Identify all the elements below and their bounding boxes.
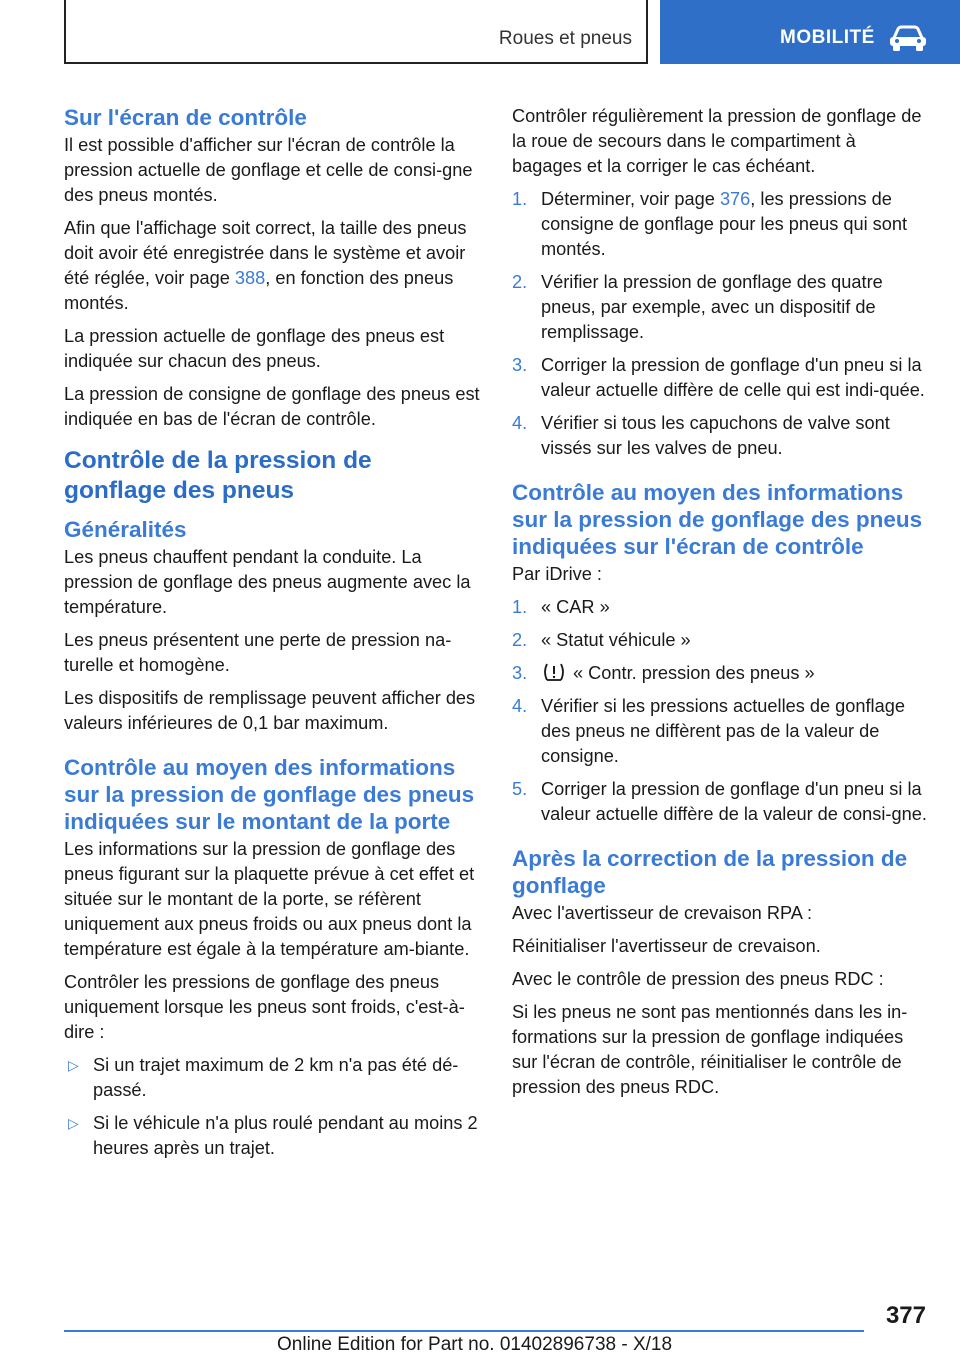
text: Vérifier si les pressions actuelles de gonflage des pneus ne diffèrent pas de la valeur de consigne. (541, 696, 905, 766)
step-number: 1. (512, 597, 528, 617)
chapter-tab (660, 0, 960, 64)
bullet-list (64, 1053, 480, 1161)
menu-path-tire-pressure: « Contr. pression des pneus » (573, 663, 815, 683)
paragraph: Contrôler régulièrement la pression de gonflage de la roue de secours dans le compartiment à bagages et la corriger le cas échéant. (512, 106, 922, 176)
step-number: 3. (512, 663, 528, 683)
list-item (512, 628, 930, 653)
step-number: 1. (512, 189, 528, 209)
step-number: 4. (512, 696, 528, 716)
paragraph: Avec l'avertisseur de crevaison RPA : (512, 903, 812, 923)
paragraph: La pression de consigne de gonflage des pneus est indiquée en bas de l'écran de contrôle. (64, 384, 480, 429)
page-link-376[interactable]: 376 (719, 189, 751, 209)
step-number: 2. (512, 630, 528, 650)
list-item-text: Si un trajet maximum de 2 km n'a pas été dé-passé. (93, 1055, 459, 1100)
list-item (512, 411, 930, 461)
numbered-list (512, 595, 930, 827)
section-title: Roues et pneus (498, 28, 632, 49)
paragraph: La pression actuelle de gonflage des pneus est indiquée sur chacun des pneus. (64, 326, 445, 371)
header-section-box (64, 0, 648, 64)
list-item (512, 187, 930, 262)
list-item (64, 1111, 480, 1161)
list-item (512, 694, 930, 769)
numbered-list (512, 187, 930, 461)
paragraph: Les pneus chauffent pendant la conduite. La pression de gonflage des pneus augmente avec la température. (64, 547, 471, 617)
left-column (64, 104, 480, 1169)
list-item (512, 595, 930, 620)
list-item-text: Si le véhicule n'a plus roulé pendant au moins 2 heures après un trajet. (93, 1113, 478, 1158)
text: Corriger la pression de gonflage d'un pneu si la valeur actuelle diffère de la valeur de consi-gne. (541, 779, 927, 824)
paragraph: Les pneus présentent une perte de pression na-turelle et homogène. (64, 630, 452, 675)
text: Vérifier si tous les capuchons de valve sont vissés sur les valves de pneu. (541, 413, 890, 458)
paragraph: Les informations sur la pression de gonflage des pneus figurant sur la plaquette prévue à cet effet et située sur le montant de la porte, se réfèrent uniquement aux pneus froids ou aux pneus dont la température est égale à la température am-biante. (64, 839, 475, 959)
heading-door-pillar: Contrôle au moyen des informations sur la pression de gonflage des pneus indiquées sur le montant de la porte (64, 755, 475, 834)
text: Afin que l'affichage soit correct, la taille des pneus doit avoir été enregistrée dans le système et avoir été réglée, voir page (64, 218, 467, 288)
chapter-title: MOBILITÉ (780, 27, 875, 48)
text: Corriger la pression de gonflage d'un pneu si la valeur actuelle diffère de celle qui est indi-quée. (541, 355, 925, 400)
text: Vérifier la pression de gonflage des quatre pneus, par exemple, avec un dispositif de remplissage. (541, 272, 883, 342)
paragraph: Les dispositifs de remplissage peuvent afficher des valeurs inférieures de 0,1 bar maximum. (64, 688, 476, 733)
triangle-bullet-icon: ▷ (68, 1057, 79, 1073)
paragraph: Par iDrive : (512, 564, 602, 584)
paragraph: Il est possible d'afficher sur l'écran de contrôle la pression actuelle de gonflage et celle de consi-gne des pneus montés. (64, 135, 473, 205)
paragraph: Réinitialiser l'avertisseur de crevaison. (512, 936, 821, 956)
text: Déterminer, voir page (541, 189, 720, 209)
triangle-bullet-icon: ▷ (68, 1115, 79, 1131)
step-number: 3. (512, 355, 528, 375)
text: , en fonction des pneus montés. (64, 268, 454, 313)
heading-after-correction: Après la correction de la pression de gonflage (512, 846, 908, 898)
paragraph: Avec le contrôle de pression des pneus RDC : (512, 969, 884, 989)
list-item (64, 1053, 480, 1103)
text: , les pressions de consigne de gonflage pour les pneus qui sont montés. (541, 189, 908, 259)
paragraph (64, 216, 480, 316)
list-item (512, 777, 930, 827)
heading-general: Généralités (64, 517, 187, 542)
paragraph: Contrôler les pressions de gonflage des pneus uniquement lorsque les pneus sont froids, c'est-à-dire : (64, 972, 465, 1042)
heading-on-screen: Sur l'écran de contrôle (64, 105, 307, 130)
tire-pressure-warning-icon (541, 661, 567, 683)
car-icon (888, 24, 928, 52)
step-number: 5. (512, 779, 528, 799)
page-number: 377 (885, 1302, 926, 1329)
list-item (512, 353, 930, 403)
page-link-388[interactable]: 388 (234, 268, 266, 288)
footer-divider (64, 1330, 864, 1332)
list-item (512, 270, 930, 345)
footer-edition: Online Edition for Part no. 01402896738 - X/18 (277, 1334, 673, 1355)
paragraph: Si les pneus ne sont pas mentionnés dans les in-formations sur la pression de gonflage indiquées sur l'écran de contrôle, réinitialiser le contrôle de pression des pneus RDC. (512, 1002, 908, 1097)
right-column (512, 104, 930, 1108)
menu-path-vehicle-status: « Statut véhicule » (541, 630, 691, 650)
step-number: 4. (512, 413, 528, 433)
list-item (512, 661, 930, 686)
menu-path-car: « CAR » (541, 597, 610, 617)
heading-screen-info: Contrôle au moyen des informations sur la pression de gonflage des pneus indiquées sur l'écran de contrôle (512, 480, 923, 559)
step-number: 2. (512, 272, 528, 292)
heading-pressure-check: Contrôle de la pression de gonflage des pneus (64, 447, 372, 504)
